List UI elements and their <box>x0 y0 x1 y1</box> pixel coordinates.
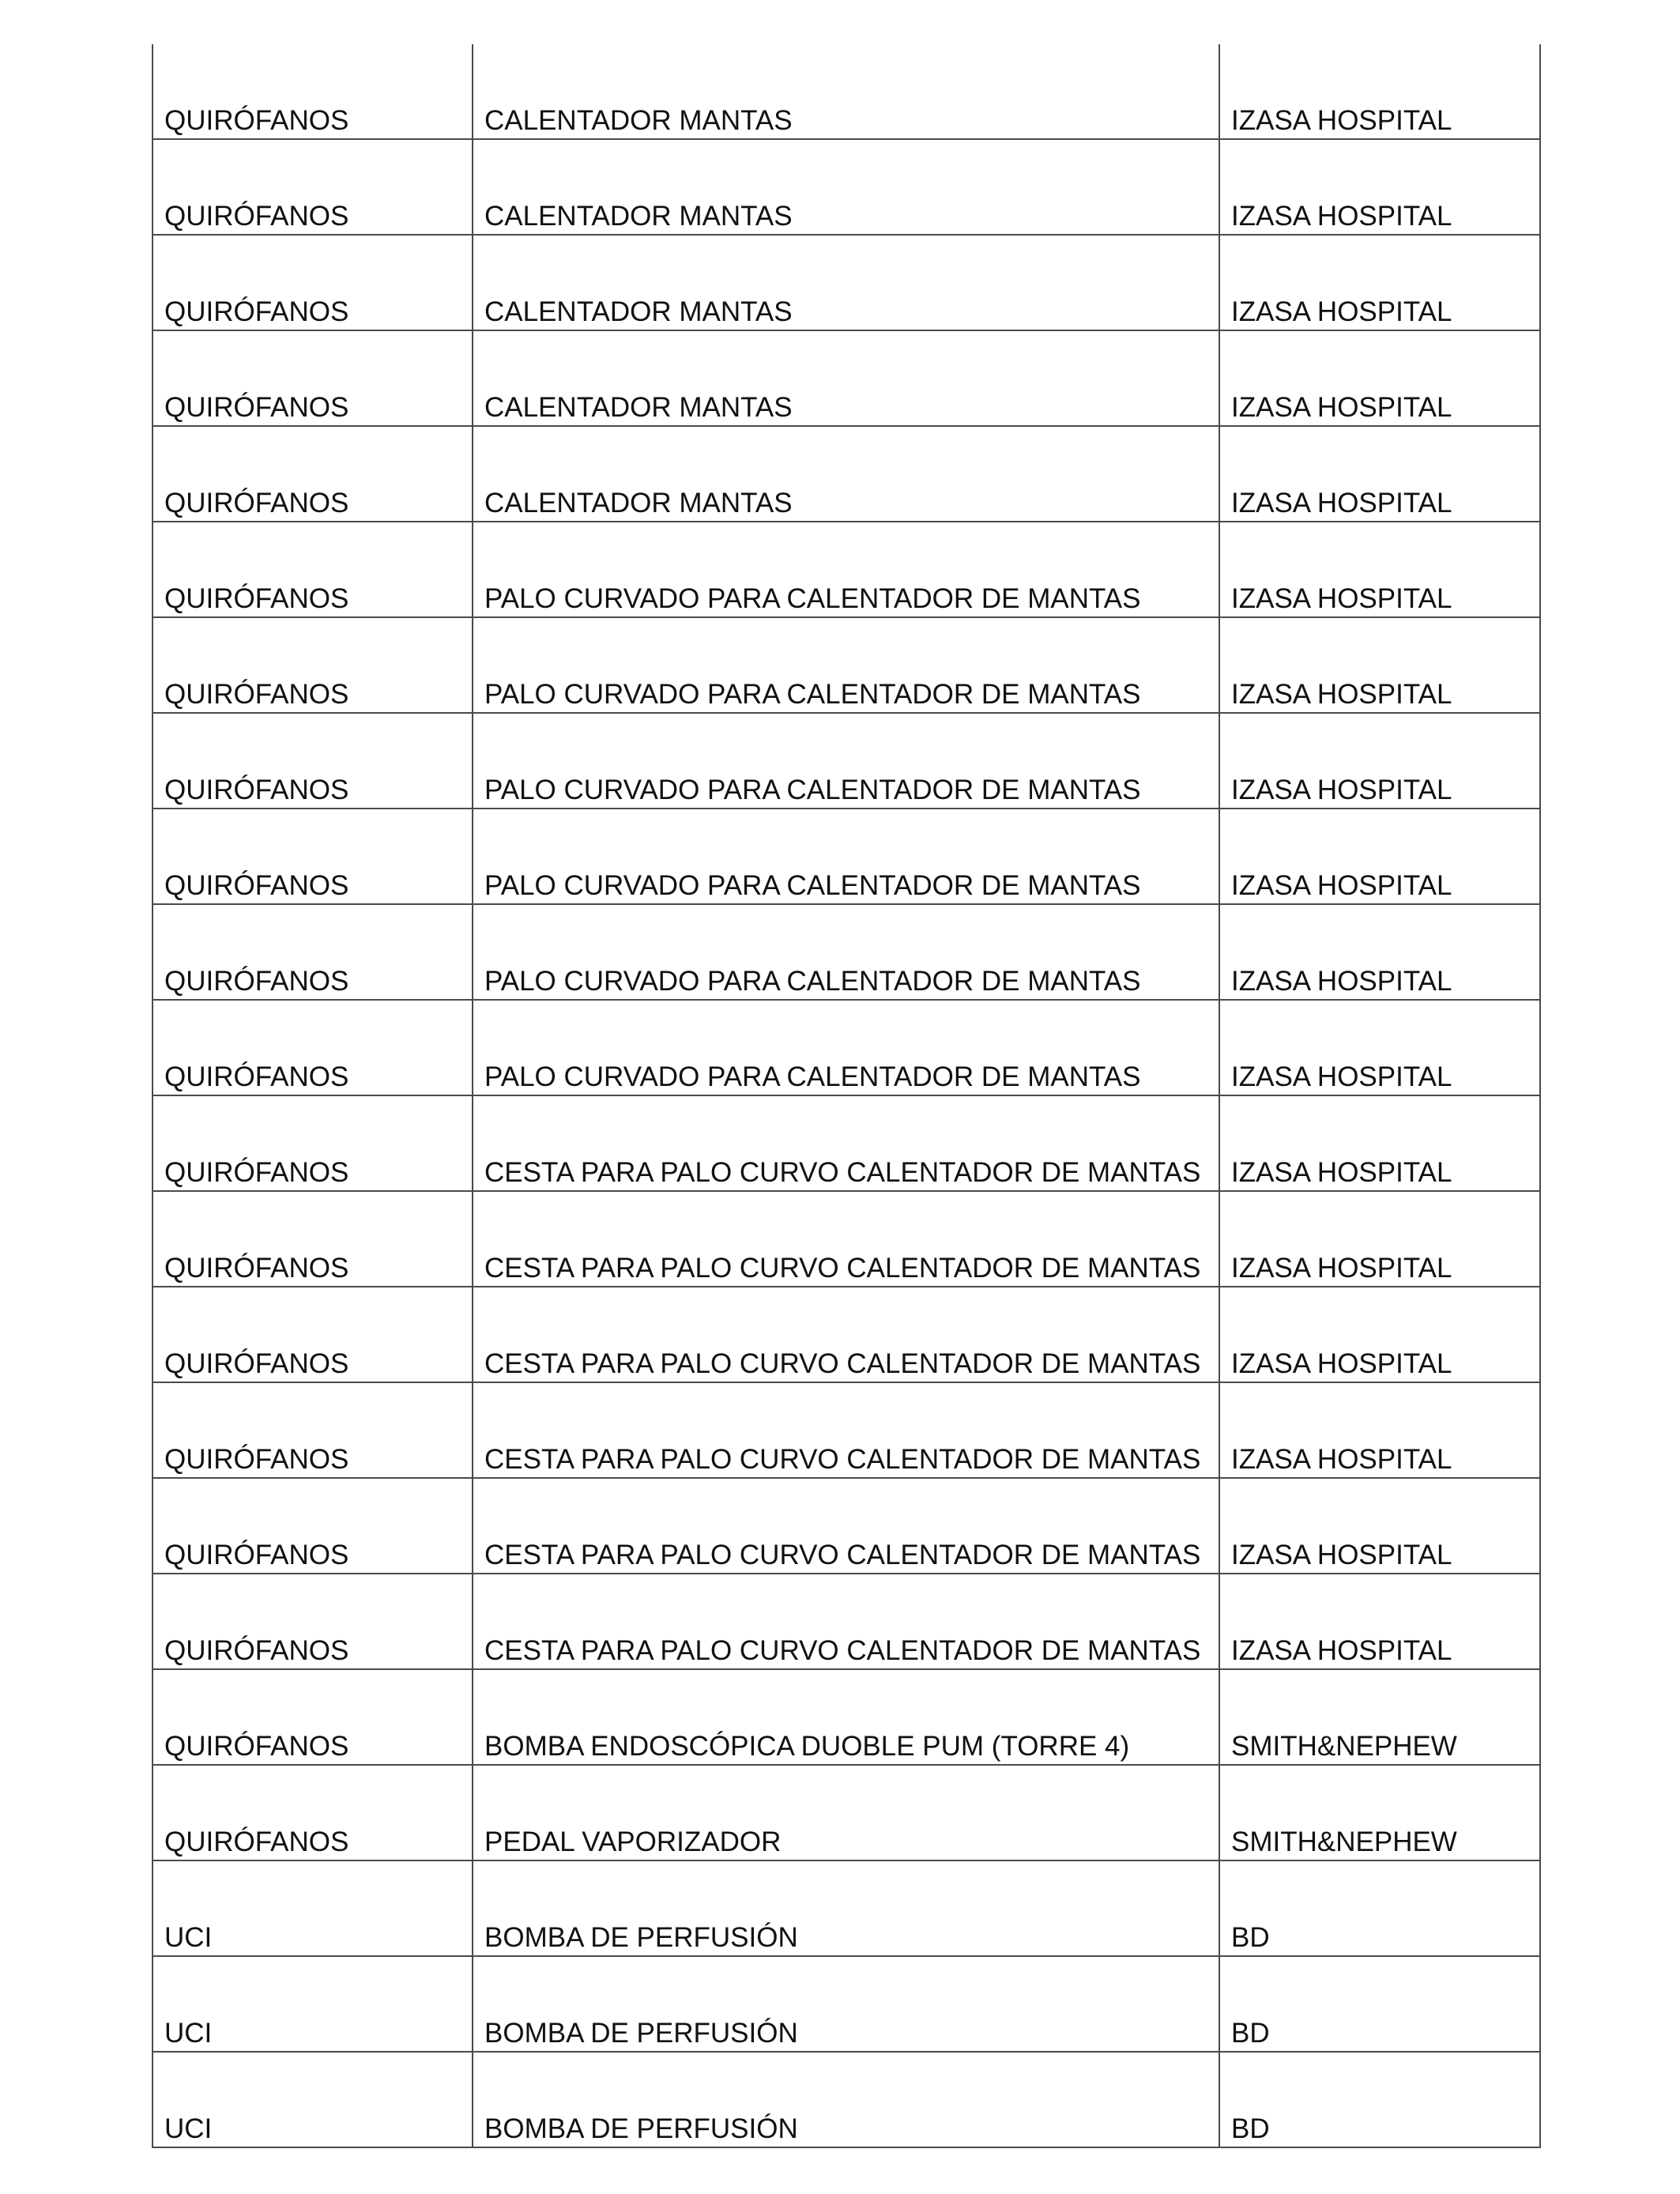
table-row <box>153 2052 1540 2147</box>
service-cell <box>153 1478 473 1574</box>
supplier-cell <box>1219 617 1540 713</box>
supplier-text: IZASA HOSPITAL <box>1231 296 1452 327</box>
equipment-cell <box>473 1765 1219 1860</box>
table-row <box>153 904 1540 1000</box>
service-cell <box>153 522 473 617</box>
table-row <box>153 44 1540 139</box>
supplier-cell <box>1219 1860 1540 1956</box>
equipment-text: CESTA PARA PALO CURVO CALENTADOR DE MANTAS <box>484 1444 1201 1475</box>
equipment-text: BOMBA DE PERFUSIÓN <box>484 2018 798 2049</box>
equipment-cell <box>473 1382 1219 1478</box>
equipment-text: CALENTADOR MANTAS <box>484 105 793 136</box>
supplier-cell <box>1219 1287 1540 1382</box>
service-text: QUIRÓFANOS <box>164 966 349 997</box>
equipment-text: BOMBA ENDOSCÓPICA DUOBLE PUM (TORRE 4) <box>484 1731 1130 1762</box>
table-row <box>153 1191 1540 1287</box>
equipment-text: PALO CURVADO PARA CALENTADOR DE MANTAS <box>484 870 1141 901</box>
supplier-cell <box>1219 235 1540 330</box>
supplier-text: IZASA HOSPITAL <box>1231 488 1452 518</box>
supplier-cell <box>1219 139 1540 235</box>
supplier-cell <box>1219 1765 1540 1860</box>
equipment-cell <box>473 809 1219 904</box>
supplier-cell <box>1219 2052 1540 2147</box>
service-cell <box>153 1669 473 1765</box>
service-text: QUIRÓFANOS <box>164 105 349 136</box>
equipment-text: BOMBA DE PERFUSIÓN <box>484 1922 798 1953</box>
supplier-cell <box>1219 1000 1540 1095</box>
service-text: UCI <box>164 2018 213 2049</box>
table-row <box>153 713 1540 809</box>
supplier-text: IZASA HOSPITAL <box>1231 1253 1452 1284</box>
service-cell <box>153 617 473 713</box>
service-cell <box>153 1574 473 1669</box>
supplier-cell <box>1219 330 1540 426</box>
supplier-cell <box>1219 1382 1540 1478</box>
inventory-table <box>152 44 1541 2148</box>
equipment-cell <box>473 1669 1219 1765</box>
equipment-text: PALO CURVADO PARA CALENTADOR DE MANTAS <box>484 1061 1141 1092</box>
equipment-cell <box>473 1574 1219 1669</box>
equipment-cell <box>473 1191 1219 1287</box>
supplier-cell <box>1219 426 1540 522</box>
service-cell <box>153 426 473 522</box>
supplier-text: SMITH&NEPHEW <box>1231 1731 1457 1762</box>
service-text: QUIRÓFANOS <box>164 1826 349 1857</box>
equipment-text: CESTA PARA PALO CURVO CALENTADOR DE MANTAS <box>484 1253 1201 1284</box>
table-row <box>153 522 1540 617</box>
equipment-text: BOMBA DE PERFUSIÓN <box>484 2113 798 2144</box>
supplier-text: IZASA HOSPITAL <box>1231 966 1452 997</box>
supplier-cell <box>1219 809 1540 904</box>
equipment-text: PALO CURVADO PARA CALENTADOR DE MANTAS <box>484 583 1141 614</box>
service-cell <box>153 235 473 330</box>
supplier-cell <box>1219 1574 1540 1669</box>
service-text: QUIRÓFANOS <box>164 1157 349 1188</box>
table-row <box>153 1095 1540 1191</box>
supplier-cell <box>1219 1956 1540 2052</box>
table-row <box>153 1765 1540 1860</box>
equipment-text: PEDAL VAPORIZADOR <box>484 1826 782 1857</box>
service-text: QUIRÓFANOS <box>164 296 349 327</box>
service-cell <box>153 713 473 809</box>
table-row <box>153 1000 1540 1095</box>
service-text: QUIRÓFANOS <box>164 201 349 232</box>
service-text: QUIRÓFANOS <box>164 1635 349 1666</box>
equipment-cell <box>473 1860 1219 1956</box>
service-cell <box>153 139 473 235</box>
supplier-cell <box>1219 44 1540 139</box>
table-row <box>153 139 1540 235</box>
table-row <box>153 1574 1540 1669</box>
table-row <box>153 1956 1540 2052</box>
supplier-cell <box>1219 522 1540 617</box>
equipment-cell <box>473 617 1219 713</box>
supplier-cell <box>1219 904 1540 1000</box>
supplier-text: IZASA HOSPITAL <box>1231 1444 1452 1475</box>
supplier-text: IZASA HOSPITAL <box>1231 1348 1452 1379</box>
service-cell <box>153 904 473 1000</box>
service-cell <box>153 2052 473 2147</box>
table-row <box>153 1287 1540 1382</box>
service-cell <box>153 330 473 426</box>
table-row <box>153 1860 1540 1956</box>
equipment-text: CALENTADOR MANTAS <box>484 488 793 518</box>
service-text: UCI <box>164 2113 213 2144</box>
equipment-text: PALO CURVADO PARA CALENTADOR DE MANTAS <box>484 775 1141 805</box>
supplier-text: IZASA HOSPITAL <box>1231 392 1452 423</box>
equipment-cell <box>473 904 1219 1000</box>
equipment-cell <box>473 1000 1219 1095</box>
supplier-text: IZASA HOSPITAL <box>1231 1540 1452 1570</box>
equipment-cell <box>473 235 1219 330</box>
supplier-text: IZASA HOSPITAL <box>1231 870 1452 901</box>
equipment-cell <box>473 1956 1219 2052</box>
supplier-text: IZASA HOSPITAL <box>1231 201 1452 232</box>
supplier-cell <box>1219 713 1540 809</box>
supplier-text: SMITH&NEPHEW <box>1231 1826 1457 1857</box>
service-text: QUIRÓFANOS <box>164 488 349 518</box>
supplier-cell <box>1219 1191 1540 1287</box>
equipment-text: CESTA PARA PALO CURVO CALENTADOR DE MANTAS <box>484 1540 1201 1570</box>
supplier-cell <box>1219 1478 1540 1574</box>
service-text: QUIRÓFANOS <box>164 583 349 614</box>
equipment-cell <box>473 330 1219 426</box>
table-row <box>153 1382 1540 1478</box>
service-text: QUIRÓFANOS <box>164 679 349 710</box>
supplier-text: BD <box>1231 2018 1270 2049</box>
equipment-text: CESTA PARA PALO CURVO CALENTADOR DE MANTAS <box>484 1635 1201 1666</box>
supplier-text: IZASA HOSPITAL <box>1231 583 1452 614</box>
table-row <box>153 1478 1540 1574</box>
equipment-text: CALENTADOR MANTAS <box>484 296 793 327</box>
table-row <box>153 330 1540 426</box>
service-text: QUIRÓFANOS <box>164 1348 349 1379</box>
equipment-cell <box>473 426 1219 522</box>
table-row <box>153 235 1540 330</box>
table-row <box>153 617 1540 713</box>
service-cell <box>153 1765 473 1860</box>
supplier-text: IZASA HOSPITAL <box>1231 775 1452 805</box>
equipment-text: CALENTADOR MANTAS <box>484 392 793 423</box>
service-text: QUIRÓFANOS <box>164 775 349 805</box>
service-cell <box>153 1860 473 1956</box>
service-cell <box>153 1287 473 1382</box>
equipment-cell <box>473 44 1219 139</box>
equipment-text: CESTA PARA PALO CURVO CALENTADOR DE MANTAS <box>484 1348 1201 1379</box>
table-row <box>153 1669 1540 1765</box>
supplier-text: IZASA HOSPITAL <box>1231 679 1452 710</box>
table-row <box>153 809 1540 904</box>
service-text: QUIRÓFANOS <box>164 870 349 901</box>
supplier-cell <box>1219 1095 1540 1191</box>
service-cell <box>153 1095 473 1191</box>
supplier-text: IZASA HOSPITAL <box>1231 1157 1452 1188</box>
supplier-cell <box>1219 1669 1540 1765</box>
table-row <box>153 426 1540 522</box>
supplier-text: IZASA HOSPITAL <box>1231 1635 1452 1666</box>
service-text: QUIRÓFANOS <box>164 1061 349 1092</box>
equipment-text: PALO CURVADO PARA CALENTADOR DE MANTAS <box>484 966 1141 997</box>
service-text: QUIRÓFANOS <box>164 1731 349 1762</box>
equipment-text: PALO CURVADO PARA CALENTADOR DE MANTAS <box>484 679 1141 710</box>
inventory-table-body <box>153 44 1540 2147</box>
supplier-text: BD <box>1231 1922 1270 1953</box>
supplier-text: IZASA HOSPITAL <box>1231 1061 1452 1092</box>
service-text: QUIRÓFANOS <box>164 1444 349 1475</box>
service-text: QUIRÓFANOS <box>164 392 349 423</box>
equipment-cell <box>473 522 1219 617</box>
service-cell <box>153 1000 473 1095</box>
equipment-text: CALENTADOR MANTAS <box>484 201 793 232</box>
service-cell <box>153 1191 473 1287</box>
service-text: QUIRÓFANOS <box>164 1540 349 1570</box>
supplier-text: IZASA HOSPITAL <box>1231 105 1452 136</box>
equipment-cell <box>473 1478 1219 1574</box>
service-cell <box>153 809 473 904</box>
service-cell <box>153 1956 473 2052</box>
equipment-cell <box>473 1095 1219 1191</box>
equipment-cell <box>473 713 1219 809</box>
service-cell <box>153 44 473 139</box>
service-text: UCI <box>164 1922 213 1953</box>
service-cell <box>153 1382 473 1478</box>
service-text: QUIRÓFANOS <box>164 1253 349 1284</box>
equipment-cell <box>473 139 1219 235</box>
equipment-cell <box>473 2052 1219 2147</box>
supplier-text: BD <box>1231 2113 1270 2144</box>
equipment-cell <box>473 1287 1219 1382</box>
equipment-text: CESTA PARA PALO CURVO CALENTADOR DE MANTAS <box>484 1157 1201 1188</box>
